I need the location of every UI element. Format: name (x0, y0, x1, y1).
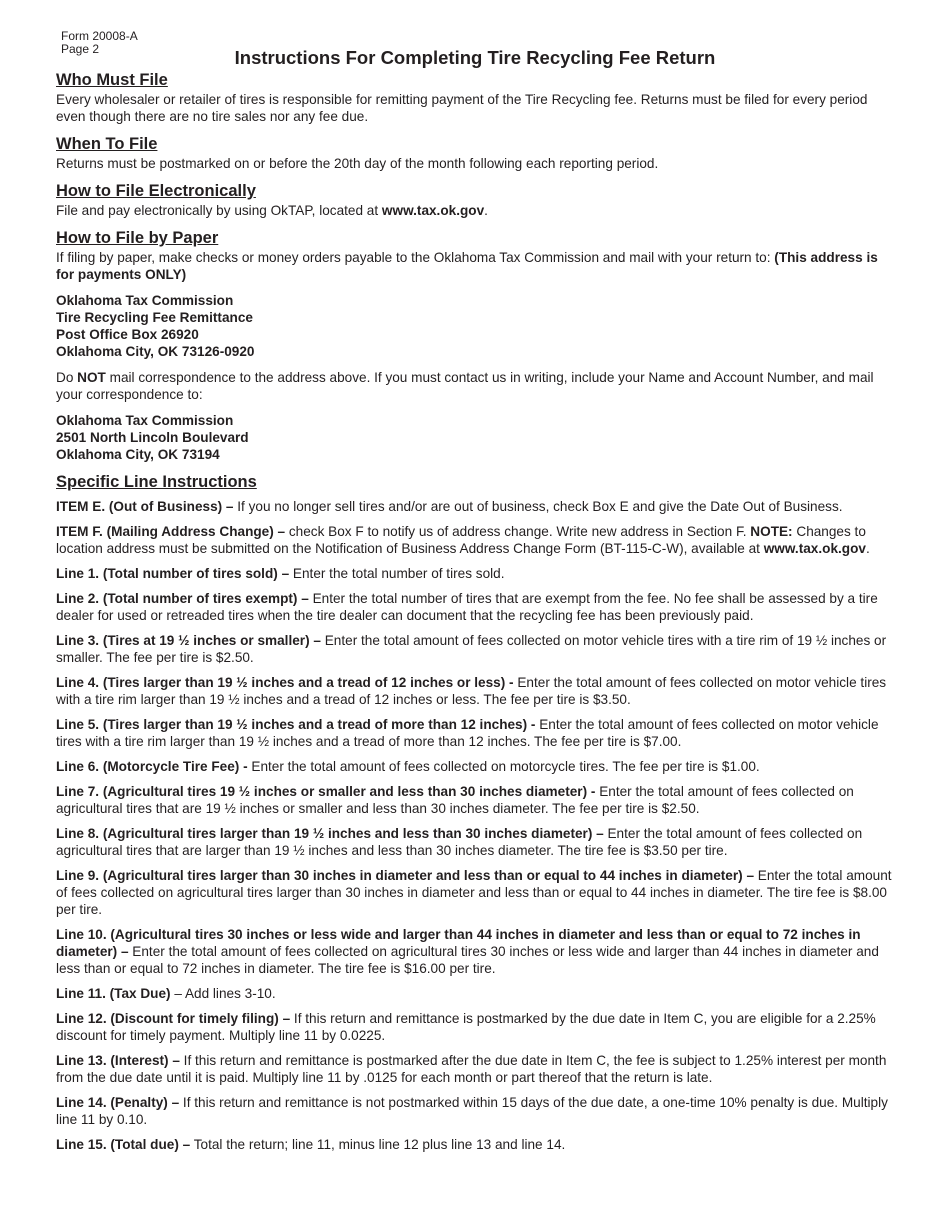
when-to-file-heading: When To File (56, 135, 158, 153)
page-title: Instructions For Completing Tire Recycling Fee Return (234, 47, 716, 68)
line-6: Line 6. (Motorcycle Tire Fee) - Enter the total amount of fees collected on motorcycle tires. The fee per tire is $1.00. (56, 759, 760, 774)
line-15: Line 15. (Total due) – Total the return; line 11, minus line 12 plus line 13 and line 14. (56, 1137, 566, 1152)
specific-instructions-heading: Specific Line Instructions (56, 473, 257, 491)
line-13: Line 13. (Interest) – If this return and remittance is postmarked after the due date in Item C, the fee is subject to 1.25% interest per month from the due date until it is paid. Multiply line 11 by .0125 for each month or part thereof that the return is late. (56, 1053, 887, 1085)
line-2: Line 2. (Total number of tires exempt) – Enter the total number of tires that are exempt from the fee. No fee shall be assessed by a tire dealer for used or retreaded tires when the tire dealer can document that the recycling fee has been previously paid. (56, 591, 878, 623)
page-number: Page 2 (61, 42, 100, 56)
who-must-file-heading: Who Must File (56, 71, 168, 89)
address-line: Oklahoma Tax Commission (56, 413, 234, 428)
line-12: Line 12. (Discount for timely filing) – If this return and remittance is postmarked by the due date in Item C, you are eligible for a 2.25% discount for timely payment. Multiply line 11 by 0.0225. (56, 1011, 876, 1043)
address-line: Oklahoma City, OK 73126-0920 (56, 344, 255, 359)
address-line: 2501 North Lincoln Boulevard (56, 430, 249, 445)
line-7: Line 7. (Agricultural tires 19 ½ inches or smaller and less than 30 inches diameter) - Enter the total amount of fees collected on agricultural tires that are 19 ½ inches or smaller and less than 30 inches diameter. The fee per tire is $2.50. (56, 784, 854, 816)
line-8: Line 8. (Agricultural tires larger than 19 ½ inches and less than 30 inches diameter) – Enter the total amount of fees collected on agricultural tires that are larger than 19 ½ inches and less than 30 inches diameter. The tire fee is $3.50 per tire. (56, 826, 863, 858)
file-by-paper-section (56, 228, 898, 463)
file-electronically-text: File and pay electronically by using OkTAP, located at www.tax.ok.gov. (56, 203, 488, 218)
line-1: Line 1. (Total number of tires sold) – Enter the total number of tires sold. (56, 566, 505, 581)
line-4: Line 4. (Tires larger than 19 ½ inches and a tread of 12 inches or less) - Enter the total amount of fees collected on motor vehicle tires with a tire rim larger than 19 ½ inches and a tread of 12 inches or less. The fee per tire is $3.50. (56, 675, 887, 707)
correspondence-text: Do NOT mail correspondence to the address above. If you must contact us in writing, include your Name and Account Number, and mail your correspondence to: (56, 370, 874, 402)
form-number: Form 20008-A (61, 29, 138, 43)
payment-address (56, 292, 898, 360)
tax-website-link[interactable]: www.tax.ok.gov (763, 541, 866, 556)
line-11: Line 11. (Tax Due) – Add lines 3-10. (56, 986, 276, 1001)
line-9: Line 9. (Agricultural tires larger than 30 inches in diameter and less than or equal to 44 inches in diameter) – Enter the total amount of fees collected on agricultural tires larger than 30 inches in diameter and less than or equal to 44 inches in diameter. The tire fee is $8.00 per tire. (56, 868, 892, 917)
who-must-file-section (56, 70, 898, 125)
file-by-paper-text: If filing by paper, make checks or money orders payable to the Oklahoma Tax Commission and mail with your return to: (This address is for payments ONLY) (56, 250, 878, 282)
address-line: Oklahoma City, OK 73194 (56, 447, 220, 462)
payment-only-note: (This address is for payments ONLY) (56, 250, 878, 282)
correspondence-address (56, 412, 898, 463)
address-line: Tire Recycling Fee Remittance (56, 310, 253, 325)
item-f: ITEM F. (Mailing Address Change) – check Box F to notify us of address change. Write new address in Section F. NOTE: Changes to location address must be submitted on the Notification of Business Address Change Form (BT-115-C-W), available at www.tax.ok.gov. (56, 524, 870, 556)
file-by-paper-heading: How to File by Paper (56, 229, 219, 247)
file-electronically-heading: How to File Electronically (56, 182, 256, 200)
file-electronically-section (56, 181, 898, 219)
item-e: ITEM E. (Out of Business) – If you no longer sell tires and/or are out of business, check Box E and give the Date Out of Business. (56, 499, 843, 514)
when-to-file-text: Returns must be postmarked on or before the 20th day of the month following each reporting period. (56, 156, 659, 171)
specific-line-instructions (56, 472, 898, 1153)
address-line: Oklahoma Tax Commission (56, 293, 234, 308)
line-14: Line 14. (Penalty) – If this return and remittance is not postmarked within 15 days of the due date, a one-time 10% penalty is due. Multiply line 11 by 0.10. (56, 1095, 888, 1127)
when-to-file-section (56, 134, 898, 172)
address-line: Post Office Box 26920 (56, 327, 199, 342)
line-3: Line 3. (Tires at 19 ½ inches or smaller) – Enter the total amount of fees collected on motor vehicle tires with a tire rim of 19 ½ inches or smaller. The fee per tire is $2.50. (56, 633, 887, 665)
line-10: Line 10. (Agricultural tires 30 inches or less wide and larger than 44 inches in diameter and less than or equal to 72 inches in diameter) – Enter the total amount of fees collected on agricultural tires 30 inches or less wide and larger than 44 inches in diameter and less than or equal to 72 inches in diameter. The tire fee is $16.00 per tire. (56, 927, 879, 976)
who-must-file-text: Every wholesaler or retailer of tires is responsible for remitting payment of the Tire Recycling fee. Returns must be filed for every period even though there are no tire sales nor any fee due. (56, 92, 868, 124)
oktap-link[interactable]: www.tax.ok.gov (381, 203, 485, 218)
instructions-body (56, 70, 898, 1161)
line-5: Line 5. (Tires larger than 19 ½ inches and a tread of more than 12 inches) - Enter the total amount of fees collected on motor vehicle tires with a tire rim larger than 19 ½ inches and a tread of more than 12 inches. The fee per tire is $7.00. (56, 717, 879, 749)
